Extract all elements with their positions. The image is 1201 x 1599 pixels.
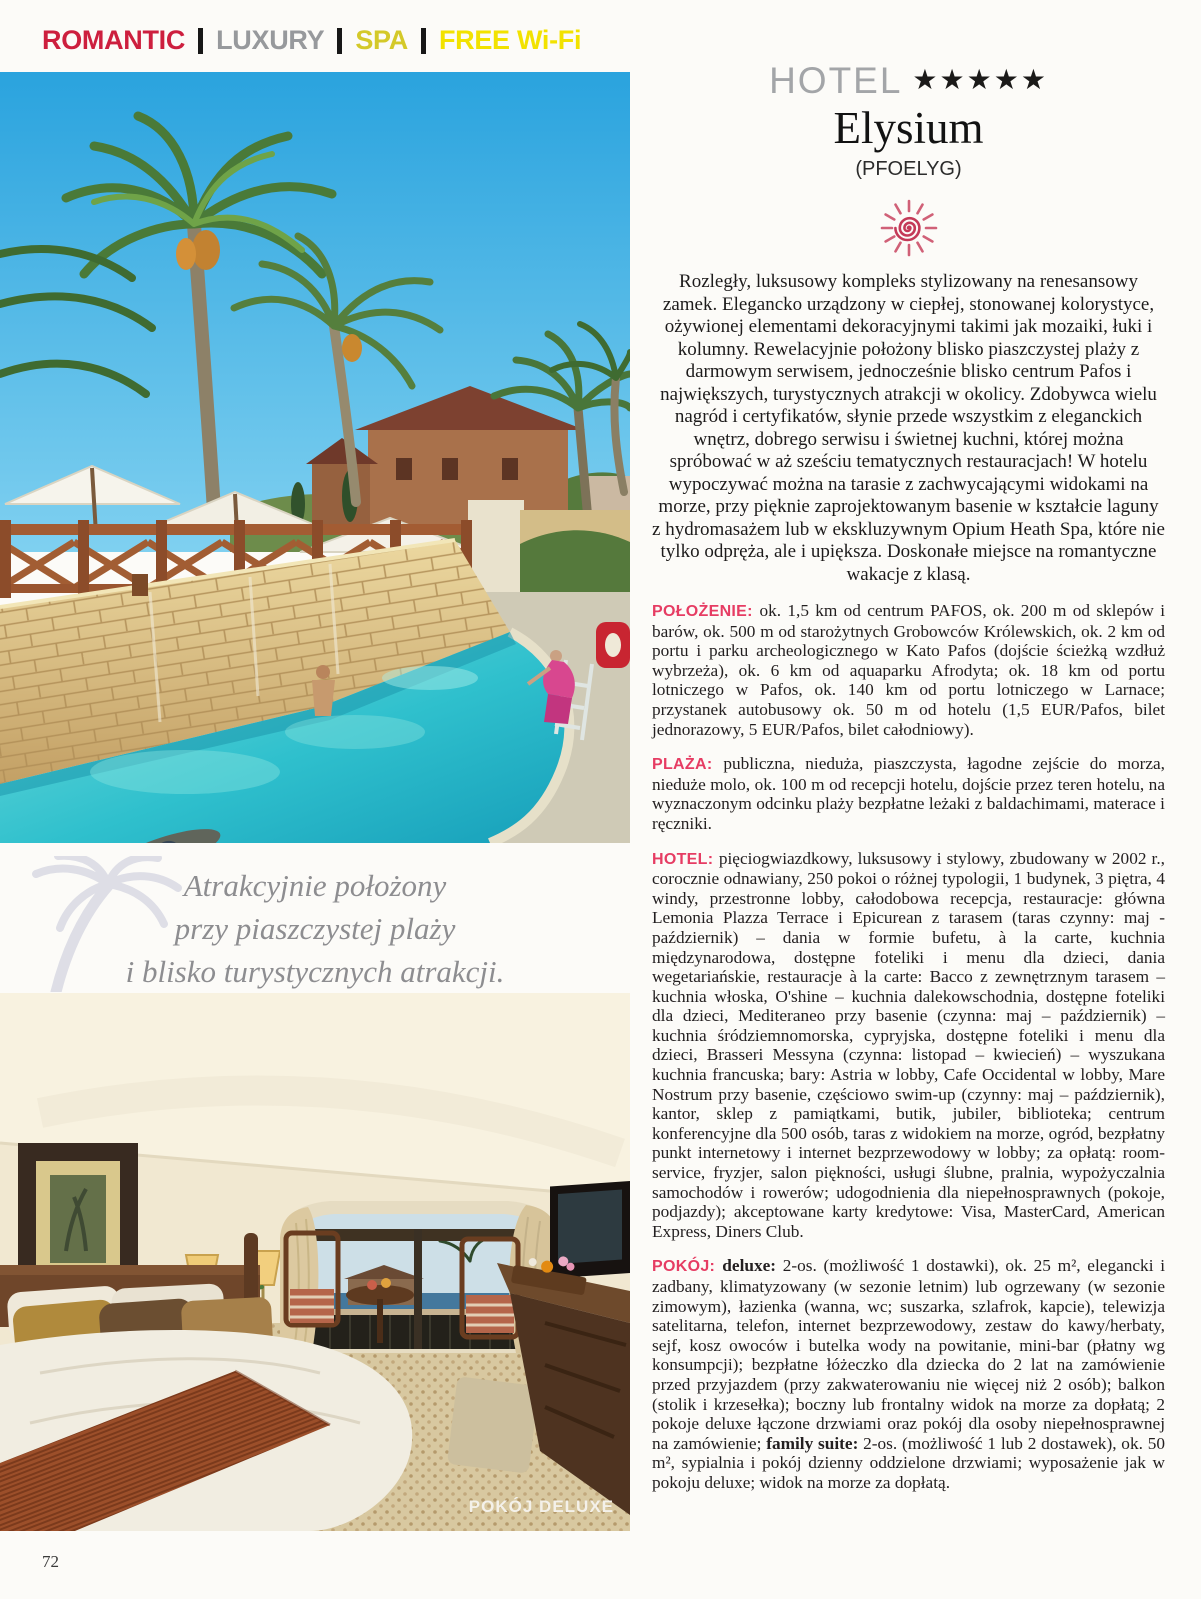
section-heading-plaza: PLAŻA: (652, 756, 724, 774)
page-number: 72 (42, 1552, 59, 1571)
hotel-intro: Rozległy, luksusowy kompleks stylizowany na renesansowy zamek. Elegancko urządzony w ciepłej, stonowanej kolorystyce, ożywionej elementami dekoracyjnymi takimi jak mozaiki, łuki i kolumny. Rewelacyjnie położony blisko piaszczystej plaży z darmowym serwisem, jednocześnie blisko centrum Pafos i największych, turystycznych atrakcji w okolicy. Zdobywca wielu nagród i certyfikatów, słynie przede wszystkim z eleganckich wnętrz, dobrego serwisu i świetnej kuchni, której można spróbować w aż sześciu tematycznych restauracjach! W hotelu wypoczywać można na tarasie z zachwycającymi widokami na morze, przy pięknie zaprojektowanym basenie w kształcie laguny z hydromasażem lub w ekskluzywnym Opium Heath Spa, które nie tylko odpręża, ale i upiększa. Doskonałe miejsce na romantyczne wakacje z klasą. (652, 271, 1165, 585)
pool-photo (0, 72, 630, 843)
quote-line: przy piaszczystej plaży (174, 911, 456, 946)
hotel-kicker-row (652, 60, 1165, 102)
info-sections (652, 601, 1165, 1493)
category-tag-free-wi-fi: FREE Wi-Fi (438, 25, 582, 56)
location-quote (0, 852, 630, 990)
hotel-code: (PFOELYG) (855, 158, 962, 180)
pool-photo-illustration (0, 72, 630, 843)
section-text: publiczna, nieduża, piaszczysta, łagodne zejście do morza, nieduże molo, ok. 100 m od recepcji hotelu, dojście przez teren hotelu, na wyznaczonym odcinku plaży bezpłatne leżaki z baldachimami, materace i ręczniki. (652, 754, 1165, 833)
room-photo-illustration (0, 993, 630, 1531)
category-tag-romantic: ROMANTIC (42, 25, 186, 56)
section-text: pięciogwiazdkowy, luksusowy i stylowy, zbudowany w 2002 r., corocznie odnawiany, 250 pokoi o różnej typologii, 1 budynek, 3 piętra, 4 windy, przestronne lobby, całodobowa recepcja, restauracje: główna Lemonia Plazza Terrace i Epicurean z tarasem (taras czynny: maj - październik) – dania w formie bufetu, à la carte, kuchnia międzynarodowa, dostępne foteliki i menu dla dzieci, dania wegetariańskie, restauracje à la carte: Bacco z zewnętrznym tarasem – kuchnia włoska, O'shine – kuchnia dalekowschodnia, dostępne foteliki dla dzieci, Mediteraneo przy basenie (czynna: maj – październik) – kuchnia śródziemnomorska, cypryjska, dostępne foteliki i menu dla dzieci, Brasseri Messyna (czynna: listopad – kwiecień) – wyszukana kuchnia francuska; bary: Astria w lobby, Cafe Occidental w lobby, Mare Nostrum przy basenie, częściowo swim-up (czynny: maj – październik), kantor, sklep z pamiątkami, butik, jubiler, biblioteka; centrum konferencyjne dla 500 osób, taras z widokiem na morze, ogród, bezpłatny punkt internetowy i internet bezprzewodowy w lobby; za opłatą: room-service, fryzjer, salon piękności, usługi ślubne, pralnia, wypożyczalnia samochodów i rowerów; udogodnienia dla niepełnosprawnych (pokoje, podjazdy); akceptowane karty kredytowe: Visa, MasterCard, American Express, Diners Club. (652, 848, 1165, 1241)
section-text: 2-os. (możliwość 1 dostawki), ok. 25 m², elegancki i zadbany, klimatyzowany (w sezonie letnim) lub ogrzewany (w sezonie zimowym), łazienka (wanna, wc; suszarka, szlafrok, kapcie), telewizja satelitarna, telefon, internet bezprzewodowy, zestaw do kawy/herbaty, sejf, kosz owoców i butelka wody na powitanie, mini-bar (płatny wg konsumpcji); bezpłatne łóżeczko dla dziecka do 2 lat na zamówienie przed przyjazdem (przy zakwaterowaniu nie więcej niż 2 osób); balkon (stolik i krzesełka); boczny lub frontalny widok na morze za dopłatą; 2 pokoje deluxe łączone drzwiami oraz pokój dla osoby niepełnosprawnej na zamówienie; (652, 1256, 1166, 1453)
room-photo (0, 993, 630, 1531)
room-type-label: deluxe: (722, 1256, 777, 1276)
section-text: 2-os. (możliwość 1 lub 2 dostawek), ok. 50 m², sypialnia i pokój dzienny oddzielone drzwiami; wyposażenie jak w pokoju deluxe; widok na morze za dopłatą. (652, 1433, 1165, 1492)
hotel-kicker: HOTEL (769, 60, 903, 101)
section-polozenie (652, 601, 1165, 739)
room-type-label: family suite: (766, 1433, 859, 1453)
category-tag-luxury: LUXURY (216, 25, 325, 56)
sun-spiral-icon (872, 197, 946, 261)
section-hotel (652, 849, 1165, 1242)
section-text: ok. 1,5 km od centrum PAFOS, ok. 200 m od sklepów i barów, ok. 500 m od starożytnych Grobowców Królewskich, ok. 2 km od portu i parku archeologicznego w Kato Pafos (dojście ścieżką wzdłuż wybrzeża), ok. 6 km od aquaparku Afrodyta; ok. 18 km od portu lotniczego w Pafos, ok. 140 km od portu lotniczego w Larnace; przystanek autobusowy ok. 50 m od hotelu (1,5 EUR/Pafos, bilet jednorazowy, 5 EUR/Pafos, bilet całodniowy). (652, 601, 1165, 739)
section-pokoj (652, 1256, 1165, 1492)
section-plaza (652, 754, 1165, 833)
quote-line: i blisko turystycznych atrakcji. (125, 954, 505, 989)
category-tag-spa: SPA (355, 25, 408, 56)
section-heading-pokoj: POKÓJ: (652, 1258, 723, 1276)
hotel-info-column (652, 60, 1165, 1493)
tag-separator (337, 28, 342, 54)
tag-separator (198, 28, 203, 54)
star-rating: ★★★★★ (912, 64, 1048, 95)
tag-separator (421, 28, 426, 54)
hotel-name: Elysium (833, 103, 984, 153)
quote-line: Atrakcyjnie położony (183, 868, 447, 903)
category-tags (42, 24, 581, 56)
quote-lines (0, 852, 630, 993)
room-photo-caption: POKÓJ DELUXE (468, 1497, 614, 1516)
section-heading-polozenie: POŁOŻENIE: (652, 603, 760, 620)
section-heading-hotel: HOTEL: (652, 850, 719, 868)
